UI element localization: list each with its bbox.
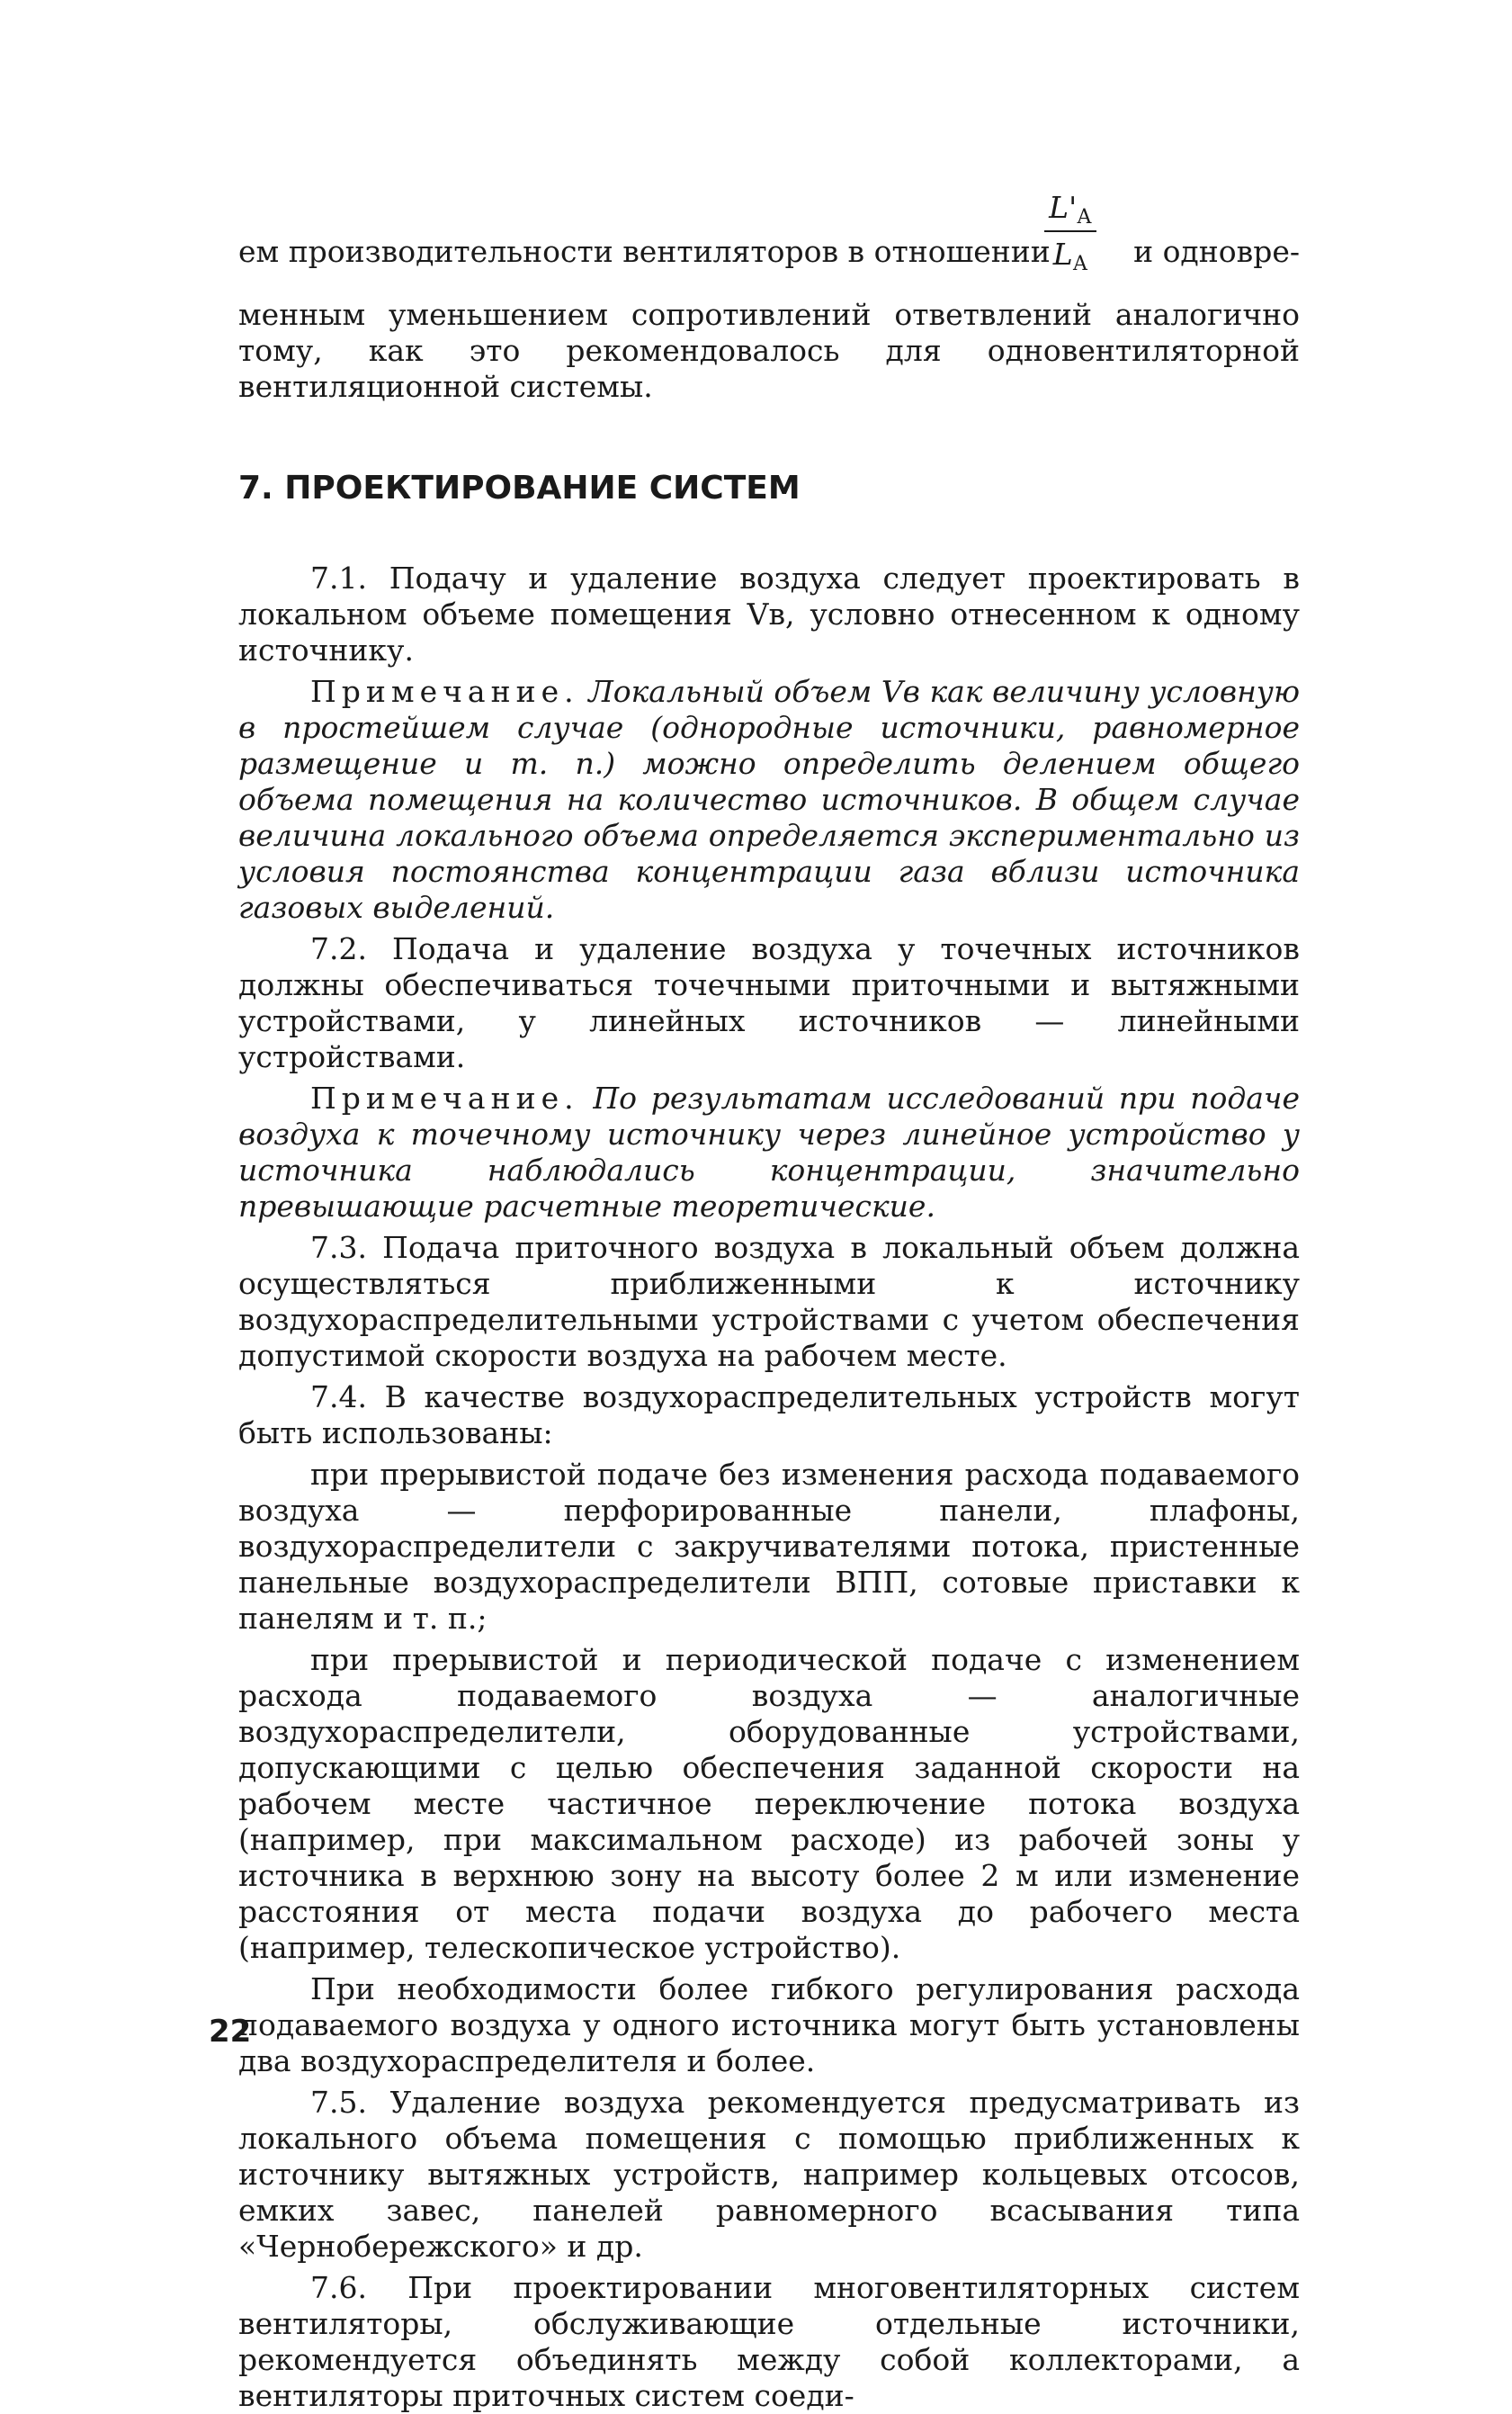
note-text: Локальный объем Vв как величину условную в простейшем случае (однородные источники, равномерное размещение и т. п.) можно определить делением общего объема помещения на количество источников. В общем случае величина локального объема определяется экспериментально из условия постоянства концентрации газа вблизи источника газовых выделений. (238, 674, 1300, 925)
fraction-numerator: $L'_А$ (1049, 190, 1092, 229)
paragraph-7-4-b: при прерывистой и периодической подаче с изменением расхода подаваемого воздуха — аналогичные воздухораспределители, оборудованные устройствами, допускающими с целью обеспечения заданной скорости на рабочем месте частичное переключение потока воздуха (например, при максимальном расходе) из рабочей зоны у источника в верхнюю зону на высоту более 2 м или изменение расстояния от места подачи воздуха до рабочего места (например, телескопическое устройство). (238, 1642, 1300, 1965)
paragraph-7-4-c: При необходимости более гибкого регулирования расхода подаваемого воздуха у одного источника могут быть установлены два воздухораспределителя и более. (238, 1971, 1300, 2078)
section-title: 7. ПРОЕКТИРОВАНИЕ СИСТЕМ (238, 470, 801, 507)
formula-line (238, 180, 1300, 297)
note-text: По результатам исследований при подаче воздуха к точечному источнику через линейное устройство у источника наблюдались концентрации, значительно превышающие расчетные теоретические. (238, 1081, 1300, 1224)
paragraph-7-3: 7.3. Подача приточного воздуха в локальный объем должна осуществляться приближенными к источнику воздухораспределительными устройствами с учетом обеспечения допустимой скорости воздуха на рабочем месте. (238, 1230, 1300, 1373)
page-number: 22 (209, 2014, 252, 2050)
fraction-denominator: $L_А$ (1052, 237, 1088, 275)
page-body (238, 180, 1300, 2414)
fraction-bar (1044, 230, 1096, 232)
note-1 (238, 674, 1300, 926)
paragraph-7-4: 7.4. В качестве воздухораспределительных устройств могут быть использованы: (238, 1379, 1300, 1450)
paragraph-7-2: 7.2. Подача и удаление воздуха у точечных источников должны обеспечиваться точечными приточными и вытяжными устройствами, у линейных источников — линейными устройствами. (238, 931, 1300, 1074)
intro-first-line: ем производительности вентиляторов в отношении (238, 234, 1051, 269)
intro-line-tail: и одновре- (1133, 234, 1300, 269)
intro-continuation: менным уменьшением сопротивлений ответвлений аналогично тому, как это рекомендовалось для одновентиляторной вентиляционной системы. (238, 297, 1300, 404)
ratio-fraction (1039, 189, 1102, 274)
paragraph-7-5: 7.5. Удаление воздуха рекомендуется предусматривать из локального объема помещения с помощью приближенных к источнику вытяжных устройств, например кольцевых отсосов, емких завес, панелей равномерного всасывания типа «Чернобережского» и др. (238, 2085, 1300, 2264)
paragraph-7-4-a: при прерывистой подаче без изменения расхода подаваемого воздуха — перфорированные панели, плафоны, воздухораспределители с закручивателями потока, пристенные панельные воздухораспределители ВПП, сотовые приставки к панелям и т. п.; (238, 1457, 1300, 1636)
note-label: Примечание. (310, 1081, 579, 1116)
paragraph-7-6: 7.6. При проектировании многовентиляторных систем вентиляторы, обслуживающие отдельные источники, рекомендуется объединять между собой коллекторами, а вентиляторы приточных систем соеди- (238, 2270, 1300, 2413)
paragraph-7-1: 7.1. Подачу и удаление воздуха следует проектировать в локальном объеме помещения Vв, условно отнесенном к одному источнику. (238, 561, 1300, 668)
note-2 (238, 1081, 1300, 1225)
note-label: Примечание. (310, 674, 579, 709)
